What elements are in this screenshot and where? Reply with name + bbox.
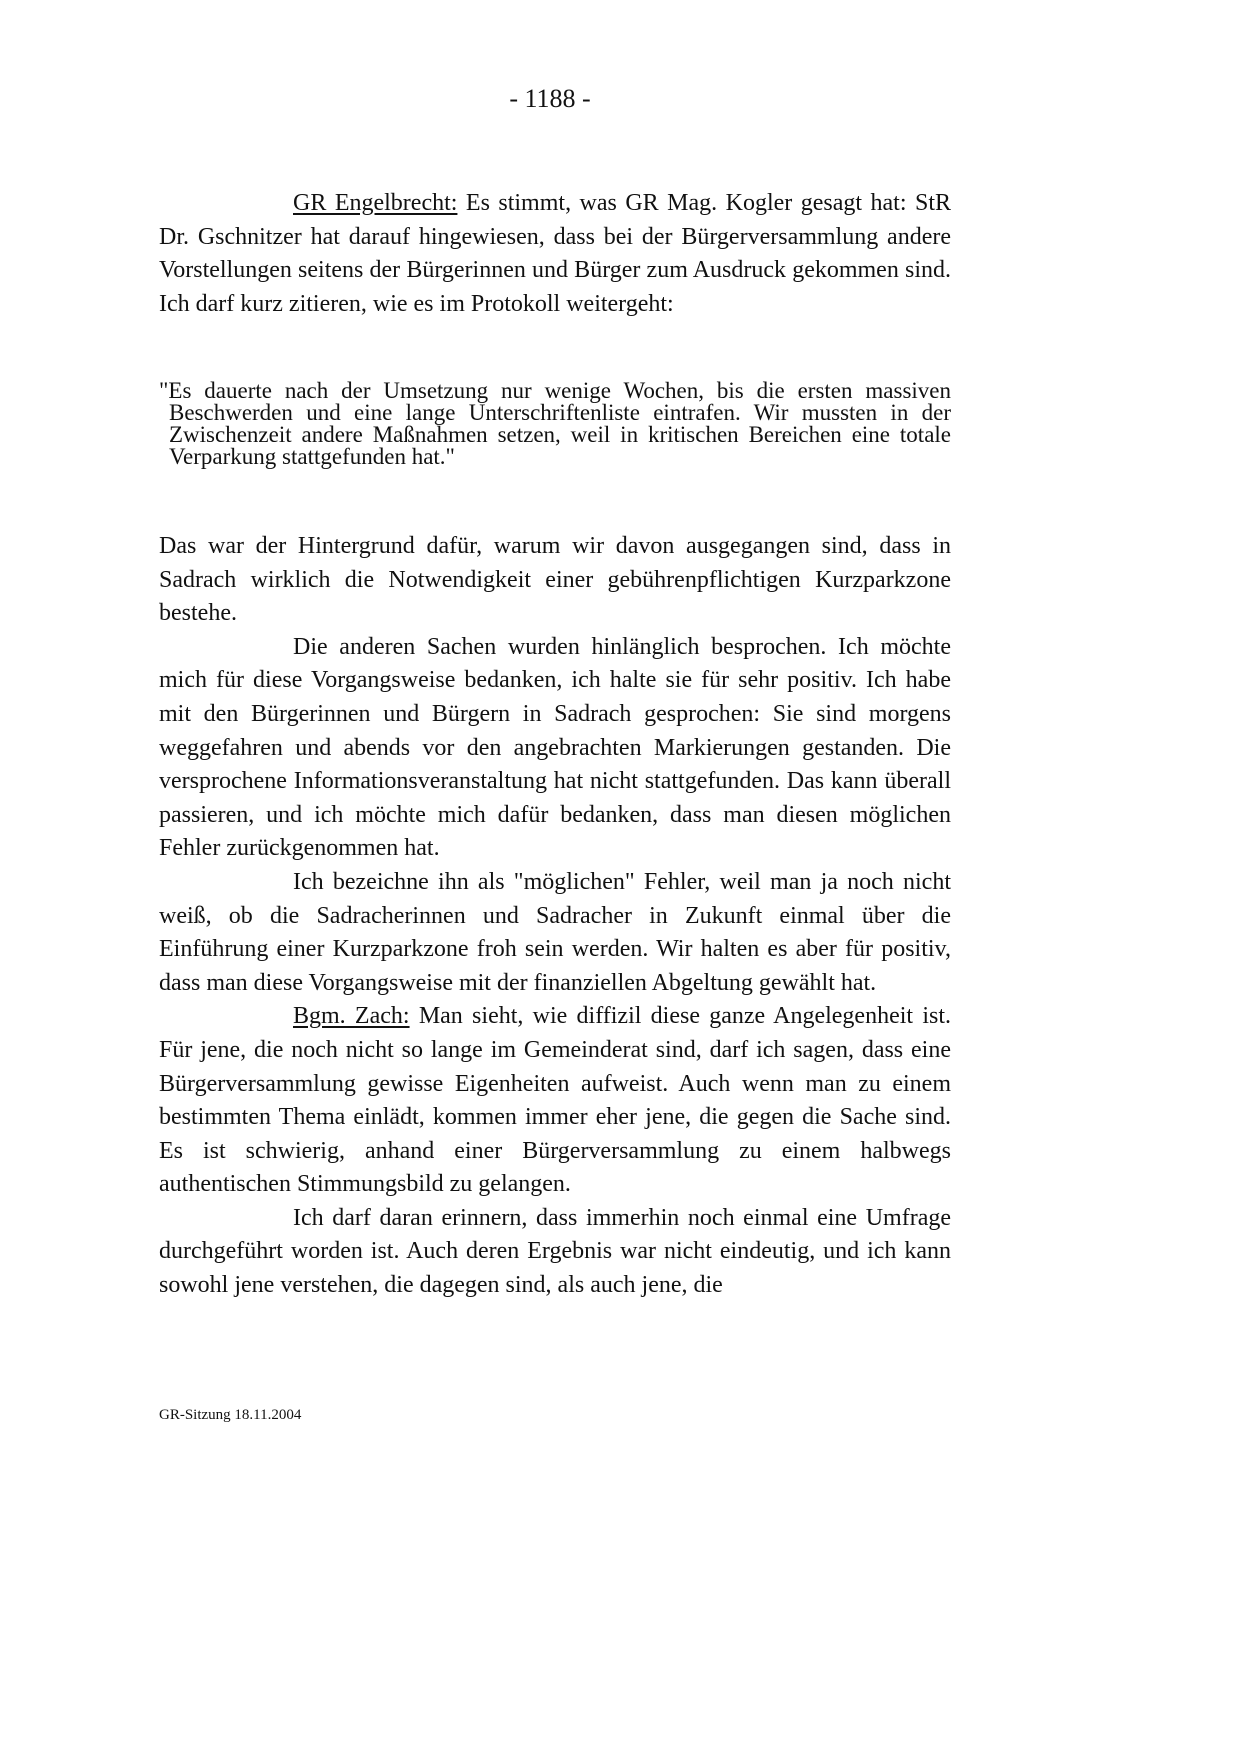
speaker-name: Bgm. Zach: (293, 1003, 410, 1030)
protocol-quote: "Es dauerte nach der Umsetzung nur wenige Wochen, bis die ersten massiven Beschwerden und eine lange Unterschriftenliste eintrafen. Wir mussten in der Zwischenzeit andere Maßnahmen setzen, weil in kritischen Bereichen eine totale Verparkung stattgefunden hat." (159, 378, 951, 469)
paragraph: Das war der Hintergrund dafür, warum wir davon ausgegangen sind, dass in Sadrach wirklich die Notwendigkeit einer gebührenpflichtigen Kurzparkzone bestehe. (159, 533, 951, 627)
paragraph (159, 1000, 951, 1202)
footer-session-date: GR-Sitzung 18.11.2004 (159, 1407, 302, 1423)
speech-continuation (159, 530, 951, 1303)
speech-engelbrecht (159, 187, 951, 321)
page-number: - 1188 - (509, 84, 591, 113)
paragraph (159, 187, 951, 321)
speech-text: Es stimmt, was GR Mag. Kogler gesagt hat: StR Dr. Gschnitzer hat darauf hingewiesen, dass bei der Bürgerversammlung andere Vorstellungen seitens der Bürgerinnen und Bürger zum Ausdruck gekommen sind. Ich darf kurz zitieren, wie es im Protokoll weitergeht: (159, 190, 952, 317)
paragraph: Die anderen Sachen wurden hinlänglich besprochen. Ich möchte mich für diese Vorgangsweise bedanken, ich halte sie für sehr positiv. Ich habe mit den Bürgerinnen und Bürgern in Sadrach gesprochen: Sie sind morgens weggefahren und abends vor den angebrachten Markierungen gestanden. Die versprochene Informationsveranstaltung hat nicht stattgefunden. Das kann überall passieren, und ich möchte mich dafür bedanken, dass man diesen möglichen Fehler zurückgenommen hat. (159, 633, 951, 862)
speech-text: Man sieht, wie diffizil diese ganze Angelegenheit ist. Für jene, die noch nicht so lange im Gemeinderat sind, darf ich sagen, dass eine Bürgerversammlung gewisse Eigenheiten aufweist. Auch wenn man zu einem bestimmten Thema einlädt, kommen immer eher jene, die gegen die Sache sind. Es ist schwierig, anhand einer Bürgerversammlung zu einem halbwegs authentischen Stimmungsbild zu gelangen. (159, 1003, 951, 1198)
paragraph: Ich darf daran erinnern, dass immerhin noch einmal eine Umfrage durchgeführt worden ist. Auch deren Ergebnis war nicht eindeutig, und ich kann sowohl jene verstehen, die dagegen sind, als auch jene, die (159, 1204, 951, 1299)
speaker-name: GR Engelbrecht: (293, 190, 458, 216)
paragraph: Ich bezeichne ihn als "möglichen" Fehler, weil man ja noch nicht weiß, ob die Sadracherinnen und Sadracher in Zukunft einmal über die Einführung einer Kurzparkzone froh sein werden. Wir halten es aber für positiv, dass man diese Vorgangsweise mit der finanziellen Abgeltung gewählt hat. (159, 868, 951, 996)
